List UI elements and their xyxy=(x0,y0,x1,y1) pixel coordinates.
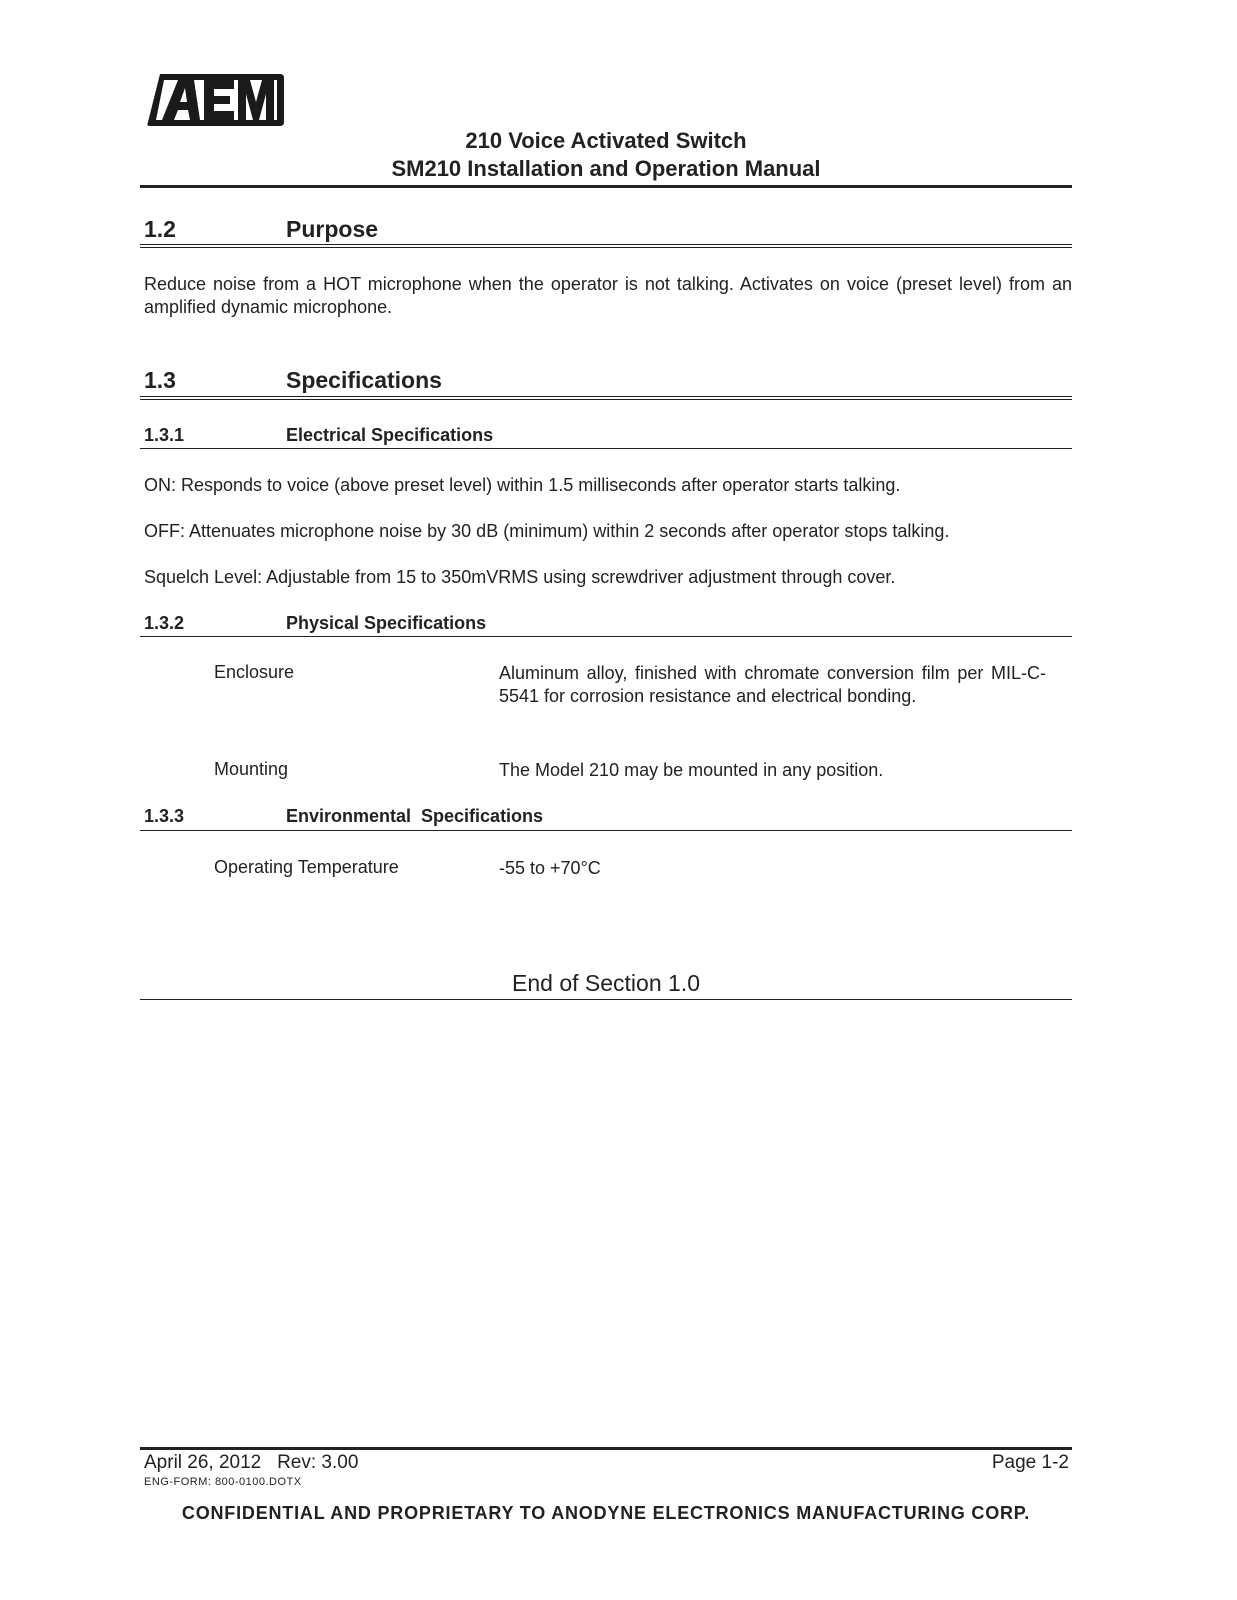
subsection-number-environmental: 1.3.3 xyxy=(144,806,185,826)
subsection-heading-electrical: Electrical Specifications xyxy=(286,425,494,445)
end-of-section-rule xyxy=(140,999,1072,1000)
purpose-rule-top xyxy=(140,244,1072,245)
subsection-number-physical: 1.3.2 xyxy=(144,613,185,633)
spec-label-operating-temperature: Operating Temperature xyxy=(214,857,399,877)
footer-date-revision: April 26, 2012 Rev: 3.00 xyxy=(144,1452,359,1473)
header-rule xyxy=(140,185,1072,188)
end-of-section-text: End of Section 1.0 xyxy=(512,970,700,996)
confidentiality-notice: CONFIDENTIAL AND PROPRIETARY TO ANODYNE ELECTRONICS MANUFACTURING CORP. xyxy=(181,1503,1031,1523)
subsection-heading-physical: Physical Specifications xyxy=(286,613,487,633)
subsection-number-electrical: 1.3.1 xyxy=(144,425,185,445)
spec-value-enclosure: Aluminum alloy, finished with chromate conversion film per MIL-C-5541 for corrosion resistance and electrical bonding. xyxy=(499,663,1046,706)
document-title-line2: SM210 Installation and Operation Manual xyxy=(391,156,821,181)
section-heading-specifications: Specifications xyxy=(286,367,442,393)
electrical-squelch-text: Squelch Level: Adjustable from 15 to 350mVRMS using screwdriver adjustment through cover. xyxy=(144,567,896,587)
spec-value-operating-temperature: -55 to +70°C xyxy=(499,858,601,878)
subsection-heading-environmental: Environmental Specifications xyxy=(286,806,544,826)
spec-label-mounting: Mounting xyxy=(214,759,289,779)
environmental-rule xyxy=(140,830,1072,831)
aem-logo xyxy=(146,70,286,130)
section-number-specifications: 1.3 xyxy=(144,367,176,393)
spec-label-enclosure: Enclosure xyxy=(214,662,295,682)
spec-value-mounting: The Model 210 may be mounted in any position. xyxy=(499,760,884,780)
electrical-off-text: OFF: Attenuates microphone noise by 30 dB (minimum) within 2 seconds after operator stops talking. xyxy=(144,521,950,541)
physical-rule xyxy=(140,636,1072,637)
purpose-paragraph: Reduce noise from a HOT microphone when the operator is not talking. Activates on voice (preset level) from an amplified dynamic microphone. xyxy=(144,274,1072,317)
electrical-rule xyxy=(140,448,1072,449)
specifications-rule-bottom xyxy=(140,399,1072,400)
footer-page-number: Page 1-2 xyxy=(991,1452,1069,1473)
purpose-rule-bottom xyxy=(140,247,1072,248)
section-number-purpose: 1.2 xyxy=(144,216,176,242)
specifications-rule-top xyxy=(140,396,1072,397)
footer-rule xyxy=(140,1447,1072,1450)
document-title-line1: 210 Voice Activated Switch xyxy=(465,128,747,153)
electrical-on-text: ON: Responds to voice (above preset level) within 1.5 milliseconds after operator starts talking. xyxy=(144,475,901,495)
section-heading-purpose: Purpose xyxy=(286,216,379,242)
footer-form-number: ENG-FORM: 800-0100.DOTX xyxy=(144,1476,302,1488)
